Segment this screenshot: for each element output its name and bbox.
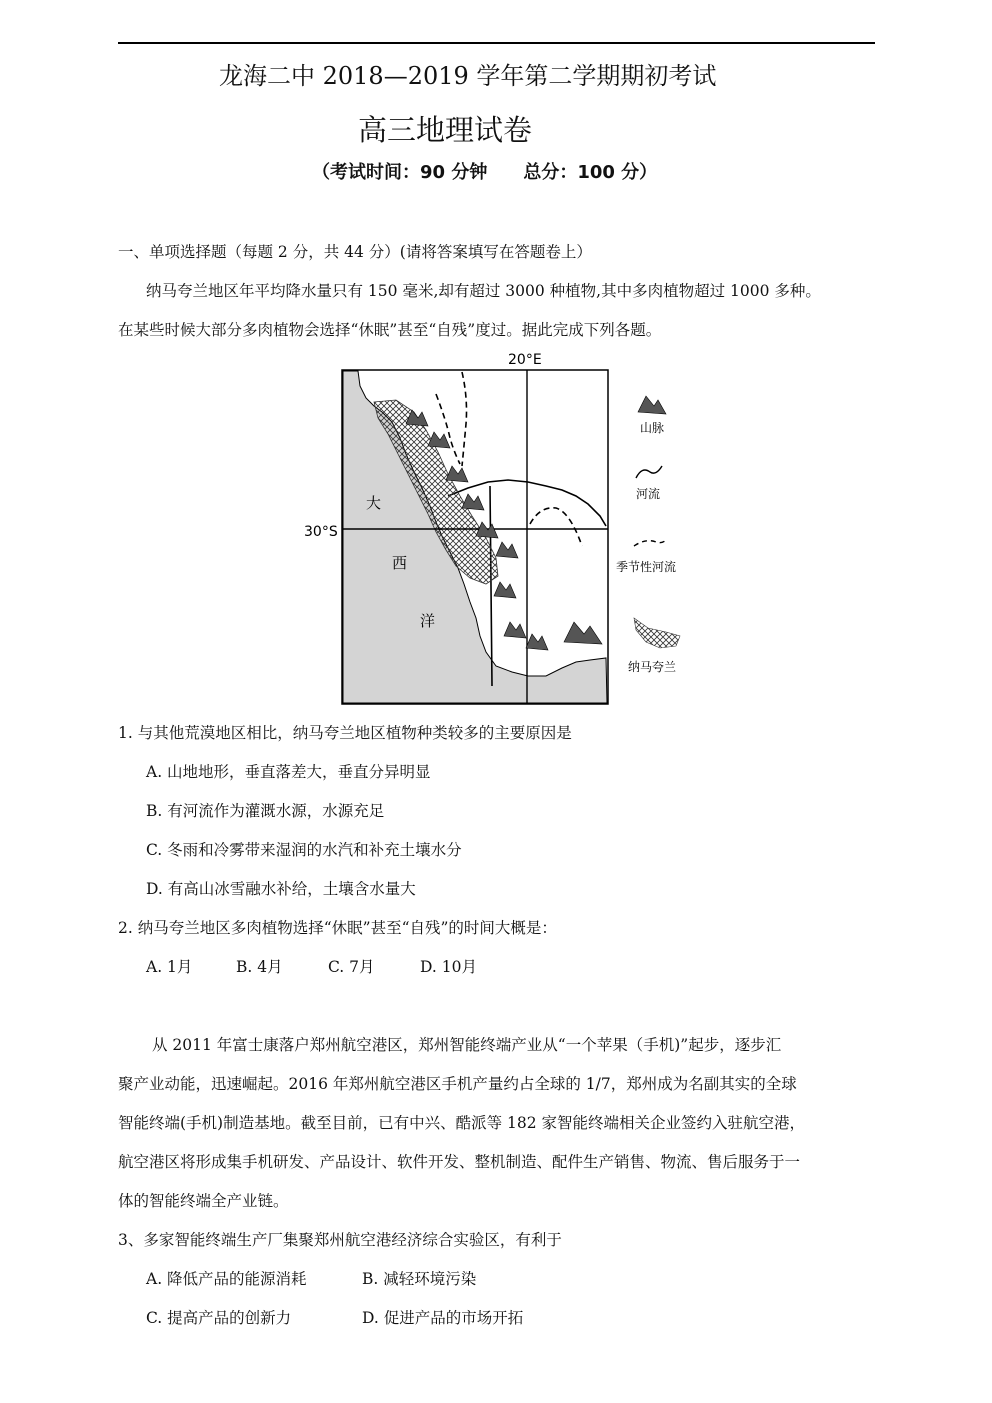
q3-option-c: C. 提高产品的创新力 (146, 1309, 292, 1327)
legend-seasonal-river-label: 季节性河流 (616, 560, 677, 574)
q2-option-c: C. 7月 (328, 958, 375, 976)
ocean-char-2: 西 (392, 554, 408, 572)
q2-option-a: A. 1月 (146, 958, 193, 976)
legend-namaqualand-icon (634, 618, 680, 648)
legend-seasonal-river-icon (634, 540, 666, 546)
q1-option-b: B. 有河流作为灌溉水源，水源充足 (146, 802, 385, 820)
passage2-line-2: 聚产业动能，迅速崛起。2016 年郑州航空港区手机产量约占全球的 1/7，郑州成为名副其实的全球 (118, 1075, 797, 1093)
subject-title: 高三地理试卷 (358, 113, 533, 147)
longitude-label: 20°E (508, 352, 542, 368)
legend-river-icon (636, 466, 662, 478)
q1-option-a: A. 山地地形，垂直落差大，垂直分异明显 (146, 763, 431, 781)
map-legend (616, 396, 680, 674)
q1-stem: 1. 与其他荒漠地区相比，纳马夸兰地区植物种类较多的主要原因是 (118, 724, 572, 742)
namaqualand-map (300, 346, 700, 711)
ocean-char-1: 大 (366, 494, 382, 512)
passage2-line-3: 智能终端(手机)制造基地。截至目前，已有中兴、酷派等 182 家智能终端相关企业签约入驻航空港， (118, 1114, 806, 1132)
legend-river-label: 河流 (636, 487, 661, 501)
q1-option-d: D. 有高山冰雪融水补给，土壤含水量大 (146, 880, 416, 898)
legend-namaqualand-label: 纳马夸兰 (628, 660, 677, 674)
passage1-line-2: 在某些时候大部分多肉植物会选择“休眠”甚至“自残”度过。据此完成下列各题。 (118, 321, 662, 339)
q3-option-a: A. 降低产品的能源消耗 (146, 1270, 307, 1288)
q2-option-b: B. 4月 (236, 958, 283, 976)
q3-option-b: B. 减轻环境污染 (362, 1270, 477, 1288)
section-heading: 一、单项选择题（每题 2 分，共 44 分）(请将答案填写在答题卷上） (118, 243, 592, 261)
q2-stem: 2. 纳马夸兰地区多肉植物选择“休眠”甚至“自残”的时间大概是： (118, 919, 557, 937)
exam-title: 龙海二中 2018—2019 学年第二学期期初考试 (219, 62, 717, 90)
q3-stem: 3、多家智能终端生产厂集聚郑州航空港经济综合实验区，有利于 (118, 1231, 562, 1249)
q1-option-c: C. 冬雨和冷雾带来湿润的水汽和补充土壤水分 (146, 841, 462, 859)
passage2-line-5: 体的智能终端全产业链。 (118, 1192, 289, 1210)
passage1-line-1: 纳马夸兰地区年平均降水量只有 150 毫米,却有超过 3000 种植物,其中多肉植物超过 1000 多种。 (146, 282, 821, 300)
exam-info: （考试时间：90 分钟 总分：100 分） (312, 162, 658, 183)
top-rule (118, 42, 875, 44)
q3-option-d: D. 促进产品的市场开拓 (362, 1309, 524, 1327)
legend-mountain-label: 山脉 (640, 421, 665, 435)
passage2-line-1: 从 2011 年富士康落户郑州航空港区，郑州智能终端产业从“一个苹果（手机)”起步，逐步汇 (152, 1036, 782, 1054)
q2-option-d: D. 10月 (420, 958, 477, 976)
latitude-label: 30°S (304, 524, 338, 540)
ocean-char-3: 洋 (420, 612, 436, 630)
legend-mountain-icon (638, 396, 666, 414)
passage2-line-4: 航空港区将形成集手机研发、产品设计、软件开发、整机制造、配件生产销售、物流、售后服务于一 (118, 1153, 801, 1171)
